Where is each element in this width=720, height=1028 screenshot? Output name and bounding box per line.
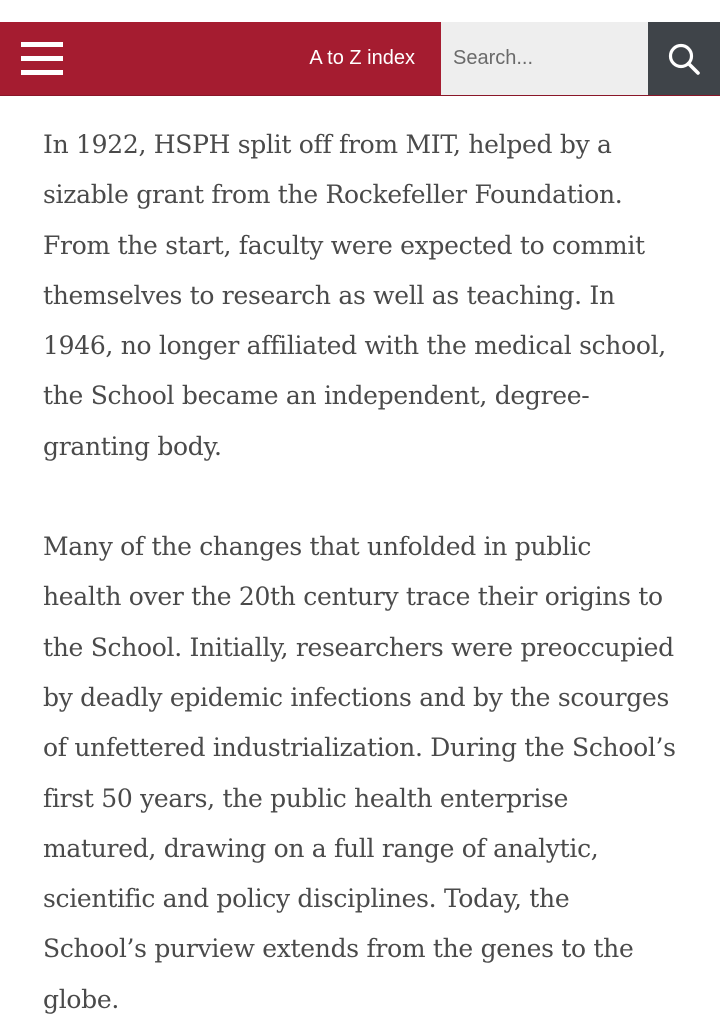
status-bar-spacer — [0, 0, 720, 22]
search-icon — [667, 42, 701, 76]
menu-button[interactable] — [0, 22, 84, 95]
search-button[interactable] — [648, 22, 720, 95]
search-input[interactable] — [441, 47, 648, 70]
article-paragraph: In 1922, HSPH split off from MIT, helped by a sizable grant from the Rockefeller Foundation. From the start, faculty were expected to commit themselves to research as well as teaching. In 1946, no longer affiliated with the medical school, the School became an independent, degree-granting body. — [43, 130, 666, 461]
article-body — [0, 96, 720, 1025]
search-field-container — [441, 22, 648, 95]
article-paragraph: Many of the changes that unfolded in public health over the 20th century trace their origins to the School. Initially, researchers were preoccupied by deadly epidemic infections and by the scourges of unfettered industrialization. During the School’s first 50 years, the public health enterprise matured, drawing on a full range of analytic, scientific and policy disciplines. Today, the School’s purview extends from the genes to the globe. — [43, 532, 676, 1014]
a-to-z-index-link[interactable]: A to Z index — [309, 47, 415, 69]
hamburger-menu-icon — [21, 42, 63, 75]
site-header — [0, 22, 720, 96]
